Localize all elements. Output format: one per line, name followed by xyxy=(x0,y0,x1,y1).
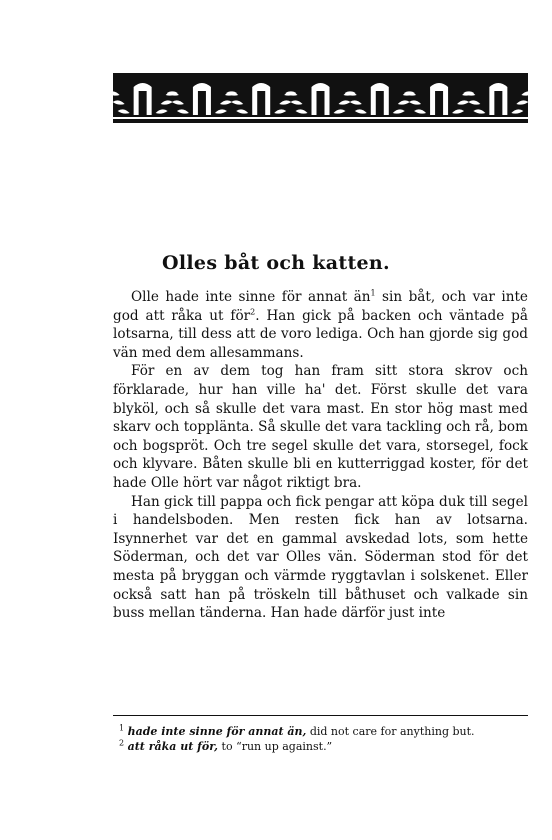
footnote-ref-2: 2 xyxy=(250,307,256,317)
footnote-2: $^2$ att råka ut för, to “run up against.” xyxy=(119,738,333,753)
chapter-title: Olles båt och katten. xyxy=(162,252,390,274)
paragraph-2: För en av dem tog han fram sitt stora skrov och förklarade, hur han ville ha' det. Först skulle det vara blyköl, och så skulle det vara mast. En stor hög mast med skarv och topplänta. Så skulle det vara tackling och rå, bom och bogspröt. Och tre segel skulle det vara, storsegel, fock och klyvare. Båten skulle bli en kutterriggad koster, för det hade Olle hört var något riktigt bra. xyxy=(113,363,528,491)
footnotes xyxy=(113,724,528,754)
decorative-header-ornament xyxy=(113,73,528,123)
footnote-divider xyxy=(113,715,528,716)
chapter-body xyxy=(113,288,528,623)
footnote-1: $^1$ hade inte sinne för annat än, did not care for anything but. xyxy=(119,723,475,738)
paragraph-3: Han gick till pappa och fick pengar att köpa duk till segel i handelsboden. Men resten fick han av lotsarna. Isynnerhet var det en gammal avskedad lots, som hette Söderman, och det var Olles vän. Söderman stod för det mesta på bryggan och värmde ryggtavlan i solskenet. Eller också satt han på tröskeln till båthuset och valkade sin buss mellan tänderna. Han hade därför just inte xyxy=(113,493,528,622)
footnote-ref-1: 1 xyxy=(370,288,376,298)
paragraph-1: Olle hade inte sinne för annat $än^1$ sin båt, och var inte god att råka ut för$^2$. Han gick på backen och väntade på lotsarna, till dess att de voro lediga. Och han gjorde sig god vän med dem allesammans. xyxy=(113,288,528,361)
